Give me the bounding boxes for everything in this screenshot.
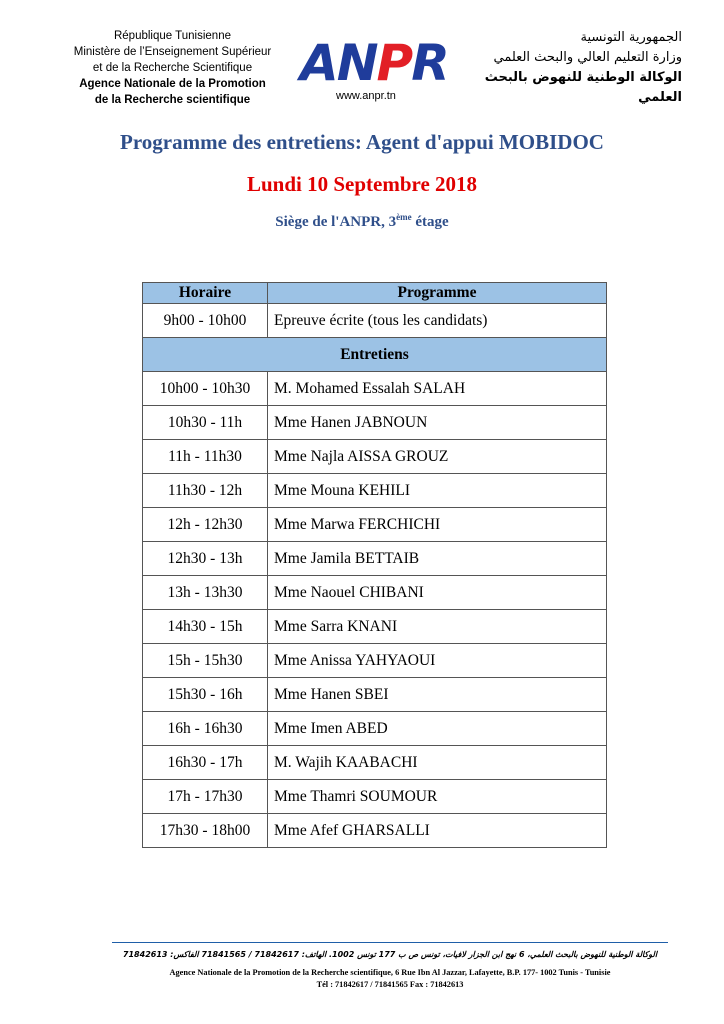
candidate-name-cell: Mme Sarra KNANI xyxy=(268,610,607,644)
candidate-name-cell: Mme Hanen SBEI xyxy=(268,678,607,712)
table-row xyxy=(143,508,607,542)
time-cell: 10h00 - 10h30 xyxy=(143,372,268,406)
table-row xyxy=(143,474,607,508)
candidate-name-cell: M. Wajih KAABACHI xyxy=(268,746,607,780)
header-left-block xyxy=(60,28,285,108)
time-cell: 15h30 - 16h xyxy=(143,678,268,712)
candidate-name-cell: Mme Marwa FERCHICHI xyxy=(268,508,607,542)
time-cell: 11h - 11h30 xyxy=(143,440,268,474)
candidate-name-cell: Mme Afef GHARSALLI xyxy=(268,814,607,848)
time-cell: 12h - 12h30 xyxy=(143,508,268,542)
table-row xyxy=(143,372,607,406)
candidate-name-cell: Mme Najla AISSA GROUZ xyxy=(268,440,607,474)
column-header-programme: Programme xyxy=(268,283,607,304)
location-heading: Siège de l'ANPR, 3ème étage xyxy=(275,212,449,230)
logo-url: www.anpr.tn xyxy=(336,90,396,102)
candidate-name-cell: Mme Anissa YAHYAOUI xyxy=(268,644,607,678)
table-row xyxy=(143,746,607,780)
table-row xyxy=(143,712,607,746)
time-cell: 17h - 17h30 xyxy=(143,780,268,814)
anpr-logo xyxy=(300,34,448,106)
header-right-line: وزارة التعليم العالي والبحث العلمي xyxy=(493,50,682,65)
footer-arabic: الوكالة الوطنية للنهوض بالبحث العلمي، 6 نهج ابن الجزار لافيات، تونس ص ب 177 تونس 1002. الهاتف: 71842617 / 71841565 الفاكس: 71842613 xyxy=(122,950,658,959)
time-cell: 15h - 15h30 xyxy=(143,644,268,678)
table-row xyxy=(143,406,607,440)
column-header-horaire: Horaire xyxy=(143,283,268,304)
header-left-line: Ministère de l’Enseignement Supérieur xyxy=(73,46,272,58)
time-cell: 13h - 13h30 xyxy=(143,576,268,610)
time-cell: 16h30 - 17h xyxy=(143,746,268,780)
date-heading: Lundi 10 Septembre 2018 xyxy=(246,172,478,196)
header-right-line: الجمهورية التونسية xyxy=(580,30,682,45)
footer-contact: Tél : 71842617 / 71841565 Fax : 71842613 xyxy=(316,980,464,989)
footer-divider xyxy=(112,942,668,943)
header-right-block xyxy=(442,28,682,108)
table-row xyxy=(143,576,607,610)
header-left-line: République Tunisienne xyxy=(113,30,231,42)
table-row xyxy=(143,440,607,474)
schedule-table xyxy=(142,282,607,848)
table-row xyxy=(143,780,607,814)
table-row xyxy=(143,542,607,576)
candidate-name-cell: Mme Imen ABED xyxy=(268,712,607,746)
header-right-line: الوكالة الوطنية للنهوض بالبحث العلمي xyxy=(484,70,682,105)
candidate-name-cell: Mme Thamri SOUMOUR xyxy=(268,780,607,814)
candidate-name-cell: Mme Jamila BETTAIB xyxy=(268,542,607,576)
table-header-row xyxy=(143,283,607,304)
candidate-name-cell: M. Mohamed Essalah SALAH xyxy=(268,372,607,406)
logo-wordmark: ANPR xyxy=(300,34,448,92)
time-cell: 16h - 16h30 xyxy=(143,712,268,746)
time-cell: 11h30 - 12h xyxy=(143,474,268,508)
candidate-name-cell: Mme Hanen JABNOUN xyxy=(268,406,607,440)
time-cell: 10h30 - 11h xyxy=(143,406,268,440)
table-row xyxy=(143,644,607,678)
time-cell: 12h30 - 13h xyxy=(143,542,268,576)
header-left-line: Agence Nationale de la Promotion xyxy=(79,78,266,90)
header-left-line: et de la Recherche Scientifique xyxy=(92,62,253,74)
header-left-line: de la Recherche scientifique xyxy=(94,94,251,106)
time-cell: 17h30 - 18h00 xyxy=(143,814,268,848)
candidate-name-cell: Mme Mouna KEHILI xyxy=(268,474,607,508)
section-row xyxy=(143,338,607,372)
table-row xyxy=(143,678,607,712)
time-cell: 9h00 - 10h00 xyxy=(143,304,268,338)
program-cell: Epreuve écrite (tous les candidats) xyxy=(268,304,607,338)
written-exam-row xyxy=(143,304,607,338)
candidate-name-cell: Mme Naouel CHIBANI xyxy=(268,576,607,610)
table-row xyxy=(143,814,607,848)
footer-address: Agence Nationale de la Promotion de la Recherche scientifique, 6 Rue Ibn Al Jazzar, Lafayette, B.P. 177- 1002 Tunis - Tunisie xyxy=(169,968,611,977)
table-row xyxy=(143,610,607,644)
page-title: Programme des entretiens: Agent d'appui MOBIDOC xyxy=(120,130,604,154)
section-label: Entretiens xyxy=(143,338,607,372)
time-cell: 14h30 - 15h xyxy=(143,610,268,644)
